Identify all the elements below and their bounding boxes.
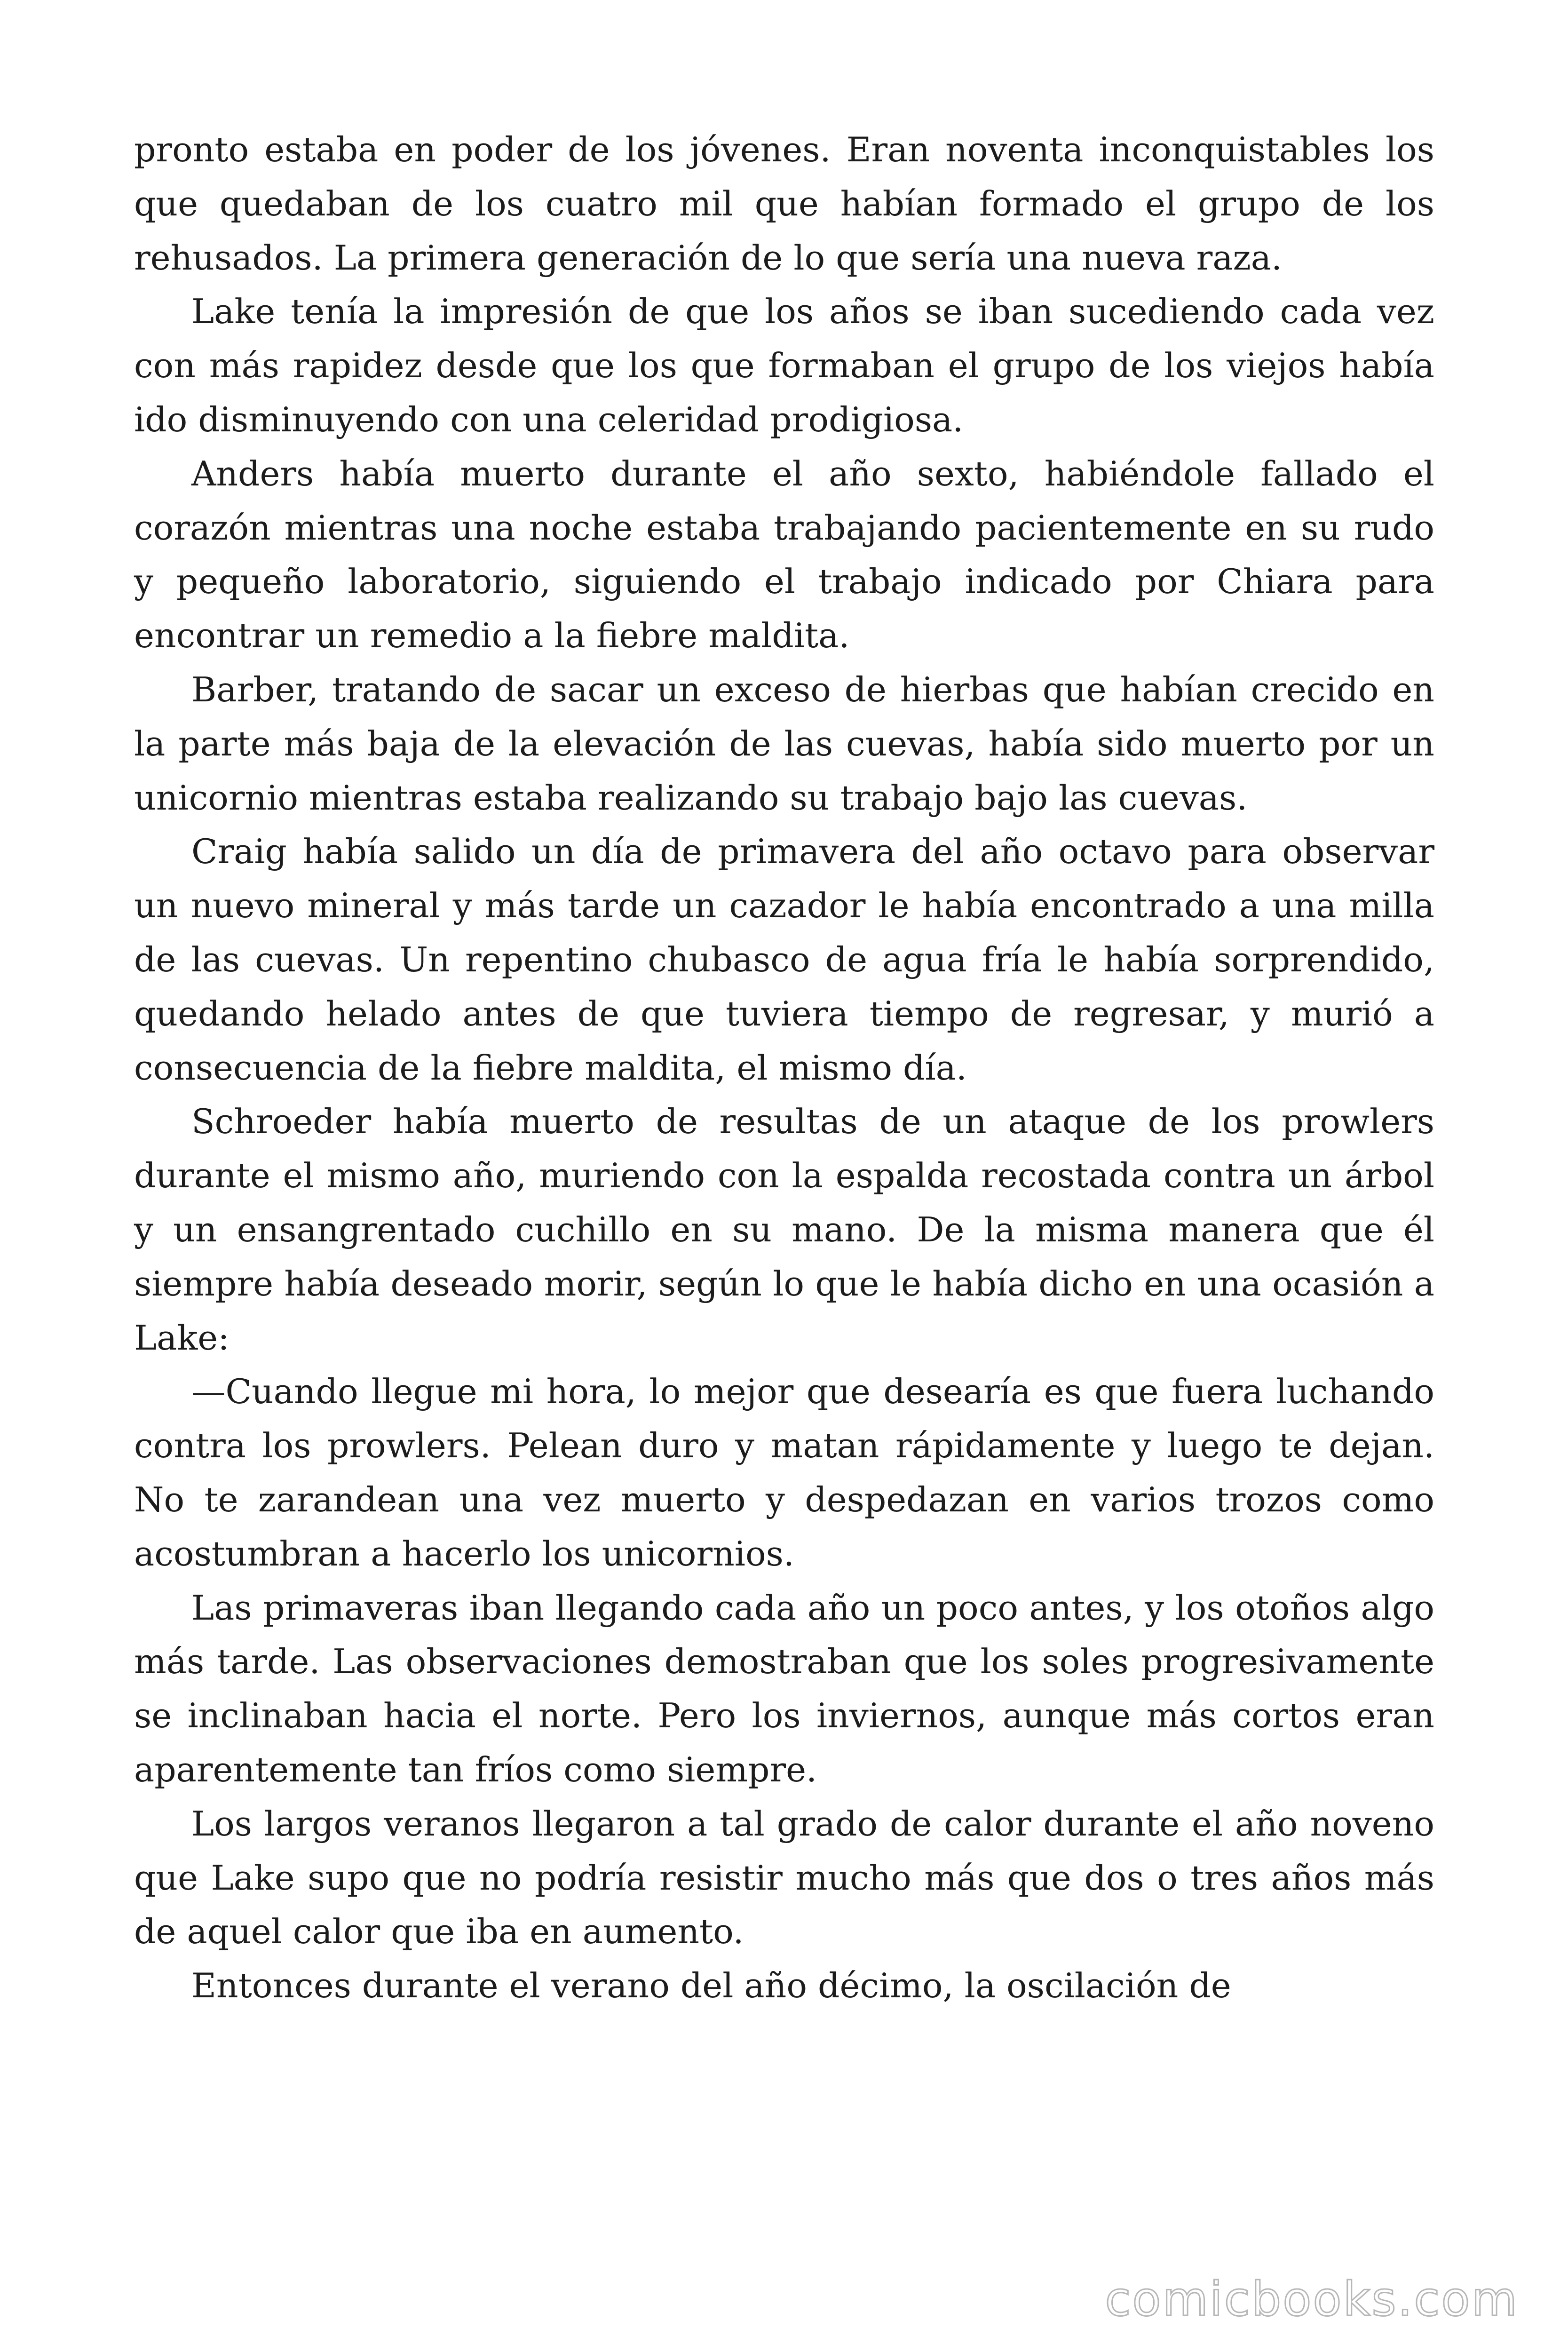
paragraph-barber: Barber, tratando de sacar un exceso de hierbas que habían crecido en la parte más baja de la elevación de las cuevas, había sido muerto por un unicornio mientras estaba realizando su trabajo bajo las cuevas. (134, 670, 1434, 818)
paragraph-craig: Craig había salido un día de primavera del año octavo para observar un nuevo mineral y más tarde un cazador le había encontrado a una milla de las cuevas. Un repentino chubasco de agua fría le había sorprendido, quedando helado antes de que tuviera tiempo de regresar, y murió a consecuencia de la fiebre maldita, el mismo día. (134, 832, 1434, 1088)
body-text (134, 123, 1434, 2013)
paragraph-tenth-year: Entonces durante el verano del año décimo, la oscilación de (191, 1966, 1231, 2006)
paragraph-summers: Los largos veranos llegaron a tal grado de calor durante el año noveno que Lake supo que no podría resistir mucho más que dos o tres años más de aquel calor que iba en aumento. (134, 1804, 1434, 1952)
paragraph-continued: pronto estaba en poder de los jóvenes. Eran noventa inconquistables los que quedaban de los cuatro mil que habían formado el grupo de los rehusados. La primera generación de lo que sería una nueva raza. (134, 130, 1434, 278)
paragraph-lake-years: Lake tenía la impresión de que los años se iban sucediendo cada vez con más rapidez desde que los que formaban el grupo de los viejos había ido disminuyendo con una celeridad prodigiosa. (134, 292, 1434, 440)
paragraph-anders: Anders había muerto durante el año sexto, habiéndole fallado el corazón mientras una noche estaba trabajando pacientemente en su rudo y pequeño laboratorio, siguiendo el trabajo indicado por Chiara para encontrar un remedio a la fiebre maldita. (134, 454, 1434, 656)
paragraph-seasons: Las primaveras iban llegando cada año un poco antes, y los otoños algo más tarde. Las observaciones demostraban que los soles progresivamente se inclinaban hacia el norte. Pero los inviernos, aunque más cortos eran aparentemente tan fríos como siempre. (134, 1588, 1434, 1790)
watermark-logo: comicbooks.com (1105, 2272, 1519, 2327)
paragraph-dialogue: —Cuando llegue mi hora, lo mejor que desearía es que fuera luchando contra los prowlers. Pelean duro y matan rápidamente y luego te dejan. No te zarandean una vez muerto y despedazan en varios trozos como acostumbran a hacerlo los unicornios. (134, 1372, 1434, 1574)
paragraph-schroeder: Schroeder había muerto de resultas de un ataque de los prowlers durante el mismo año, muriendo con la espalda recostada contra un árbol y un ensangrentado cuchillo en su mano. De la misma manera que él siempre había deseado morir, según lo que le había dicho en una ocasión a Lake: (134, 1102, 1434, 1358)
